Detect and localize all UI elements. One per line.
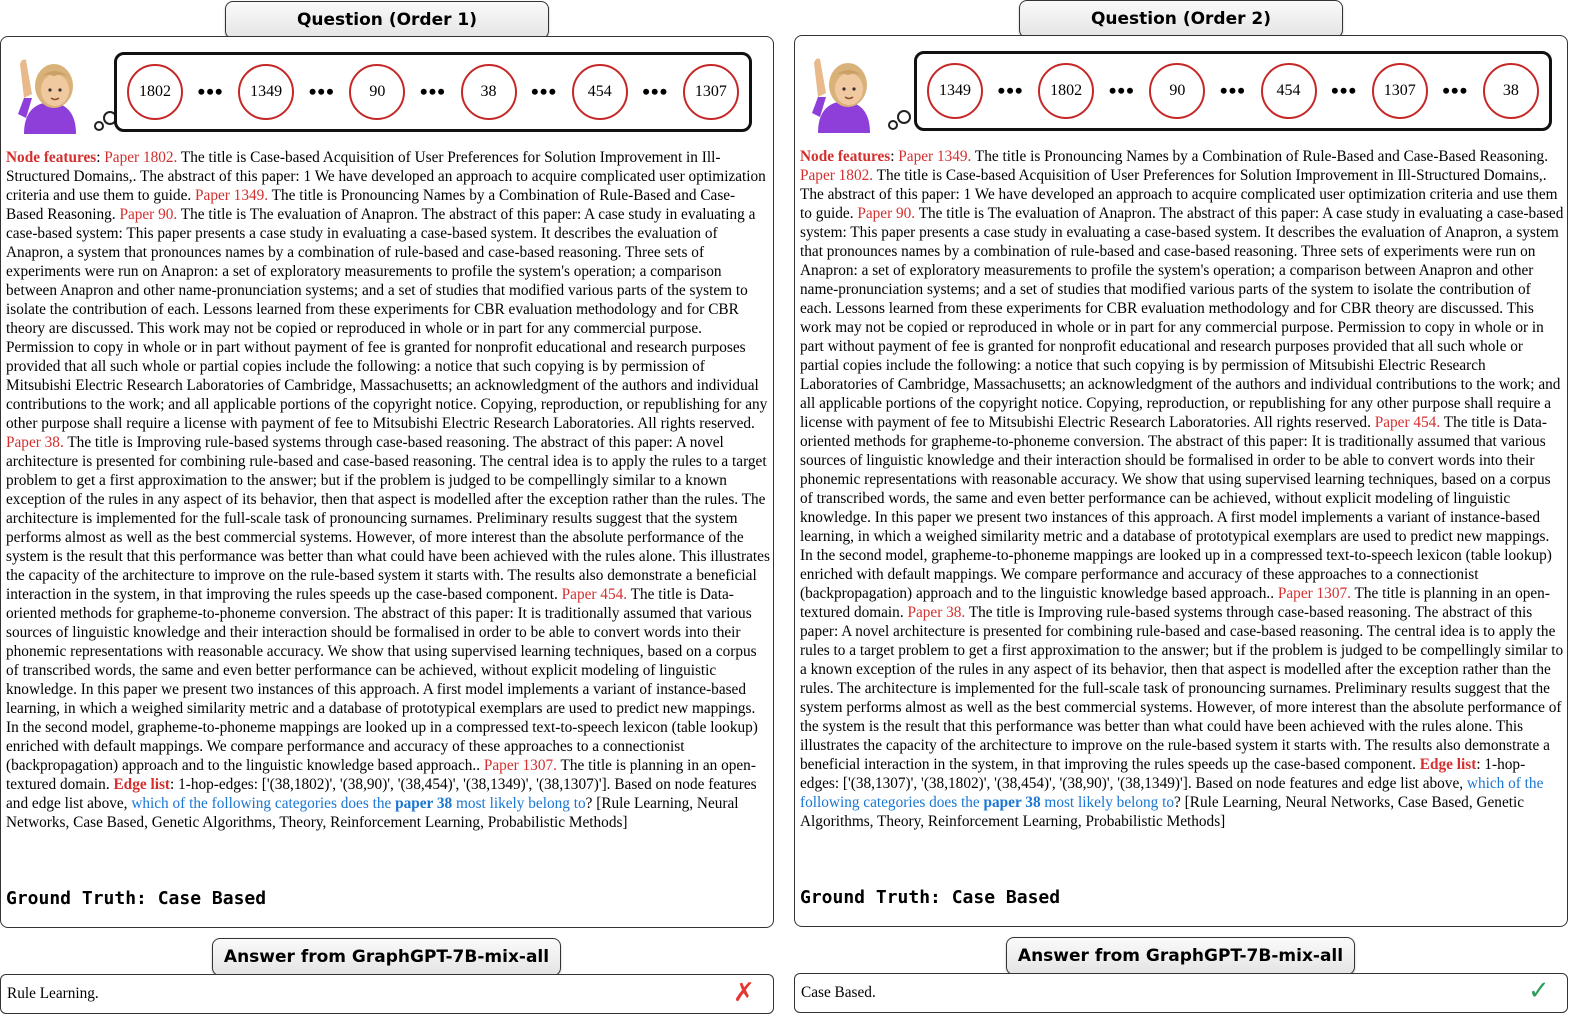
ellipsis: ••• xyxy=(531,79,558,104)
paper-ref-38: Paper 38. xyxy=(907,604,966,621)
paper-ref-38: Paper 38. xyxy=(6,434,64,451)
paper-ref-454: Paper 454. xyxy=(1374,414,1441,431)
paper-ref-90: Paper 90. xyxy=(119,206,178,223)
ellipsis: ••• xyxy=(308,79,335,104)
paper-text: The title is Pronouncing Names by a Combination of Rule-Based and Case-Based Reasoning. xyxy=(971,148,1549,165)
ellipsis: ••• xyxy=(1442,78,1469,103)
categories-text: ? [Rule Learning, Neural Networks, Case Based, Genetic Algorithms, Theory, Reinforcement Learning, Probabilistic Methods] xyxy=(6,795,739,831)
thought-bubble-icon xyxy=(884,103,914,133)
paper-text: The title is Improving rule-based systems through case-based reasoning. The abstract of this paper: A novel architecture is presented for combining rule-based and case-based reasoning. The central idea is to apply the rules to a target problem to get a first approximation to the answer; but if the problem is judged to be compellingly similar to a known exception of the rules in any aspect of its behavior, then that aspect is modelled after the exception rather than the rules. The architecture is implemented for the full-scale task of pronouncing surnames. Preliminary results suggest that the system performs almost as well as the best commercial systems. However, of more interest than the absolute performance of the system is the result that this performance was better than what could have been achieved with the rules alone. This illustrates the capacity of the architecture to improve on the rule-based system it starts with. The results also demonstrate a beneficial interaction in the system, in that improving the rules speeds up the case-based component. xyxy=(6,434,770,603)
paper-text: The title is Data-oriented methods for grapheme-to-phoneme conversion. The abstract of this paper: It is traditionally assumed that various sources of linguistic knowledge and their interaction should be formalised in order to be able to convert words into their phonemic representations with reasonable accuracy. We show that using supervised learning techniques, based on a corpus of transcribed words, the same and even better performance can be achieved, without explicit modeling of linguistic knowledge. In this paper we present two instances of this approach. A first model implements a variant of instance-based learning, in which a weighed similarity metric and a database of prototypical exemplars are used to predict new mappings. In the second model, grapheme-to-phoneme mappings are looked up in a compressed text-to-speech lexicon (table lookup) enriched with default mappings. We compare performance and accuracy of these approaches to a connectionist (backpropagation) approach and to the linguistic knowledge based approach.. xyxy=(800,414,1552,602)
question-phrase: most likely belong to xyxy=(1040,794,1175,811)
edge-list-text: : 1-hop-edges: ['(38,1307)', '(38,1802)', '(38,454)', '(38,90)', '(38,1349)']. Based on node features and edge list above, xyxy=(800,756,1526,792)
ground-truth-order-2: Ground Truth: Case Based xyxy=(800,887,1061,908)
node-circle: 90 xyxy=(349,64,405,120)
paper-ref-1307: Paper 1307. xyxy=(483,757,557,774)
node-circle: 1802 xyxy=(127,64,183,120)
node-circle: 38 xyxy=(1483,63,1539,119)
node-features-label: Node features xyxy=(6,149,97,166)
answer-box-left xyxy=(0,974,774,1014)
person-raising-hand-icon xyxy=(14,54,86,134)
ellipsis: ••• xyxy=(642,79,669,104)
question-text-order-1: Node features: Paper 1802. The title is Case-based Acquisition of User Preferences for Solution Improvement in Ill-Structured Domains,. The abstract of this paper: 1 We have developed an approach to acquire complicated user optimization criteria and use them to guide. Paper 1349. The title is Pronouncing Names by a Combination of Rule-Based and Case-Based Reasoning. Paper 90. The title is The evaluation of Anapron. The abstract of this paper: A case study in evaluating a case-based system: This paper presents a case study in evaluating a case-based system. It describes the evaluation of Anapron, a system that pronounces names by a combination of rule-based and case-based reasoning. Three sets of experiments were run on Anapron: a set of exploratory measurements to profile the system's operation; a comparison between Anapron and other name-pronunciation systems; and a set of studies that modified various parts of the system to isolate the contribution of each. Lessons learned from these experiments for CBR evaluation methodology and for CBR theory are discussed. This work may not be copied or reproduced in whole or in part for any commercial purpose. Permission to copy in whole or in part without payment of fee is granted for nonprofit educational and research purposes provided that all such whole or partial copies include the following: a notice that such copying is by permission of Mitsubishi Electric Research Laboratories of Cambridge, Massachusetts; an acknowledgment of the authors and individual contributions to the work; and all applicable portions of the copyright notice. Copying, reproduction, or republishing for any other purpose shall require a license with payment of fee to Mitsubishi Electric Research Laboratories. All rights reserved. Paper 38. The title is Improving rule-based systems through case-based reasoning. The abstract of this paper: A novel architecture is presented for combining rule-based and case-based reasoning. The central idea is to apply the rules to a target problem to get a first approximation to the answer; but if the problem is judged to be compellingly similar to a known exception of the rules in any aspect of its behavior, then that aspect is modelled after the exception rather than the rules. The architecture is implemented for the full-scale task of pronouncing surnames. Preliminary results suggest that the system performs almost as well as the best commercial systems. However, of more interest than the absolute performance of the system is the result that this performance was better than what could have been achieved with the rules alone. This illustrates the capacity of the architecture to improve on the rule-based system it starts with. The results also demonstrate a beneficial interaction in the system, in that improving the rules speeds up the case-based component. Paper 454. The title is Data-oriented methods for grapheme-to-phoneme conversion. The abstract of this paper: It is traditionally assumed that various sources of linguistic knowledge and their interaction should be formalised in order to be able to convert words into their phonemic representations with reasonable accuracy. We show that using supervised learning techniques, based on a corpus of transcribed words, the same and even better performance can be achieved, without explicit modeling of linguistic knowledge. In this paper we present two instances of this approach. A first model implements a variant of instance-based learning, in which a weighed similarity metric and a database of prototypical exemplars are used to predict new mappings. In the second model, grapheme-to-phoneme mappings are looked up in a compressed text-to-speech lexicon (table lookup) enriched with default mappings. We compare performance and accuracy of these approaches to a connectionist (backpropagation) approach and to the linguistic knowledge based approach.. Paper 1307. The title is planning in an open-textured domain. Edge list: 1-hop-edges: ['(38,1802)', '(38,90)', '(38,454)', '(38,1349)', '(38,1307)']. Based on node features and edge list above, which of the following categories does the paper 38 most likely belong to? [Rule Learning, Neural Networks, Case Based, Genetic Algorithms, Theory, Reinforcement Learning, Probabilistic Methods] xyxy=(6,149,770,831)
question-phrase: which of the following categories does the xyxy=(131,795,396,812)
node-circle: 1802 xyxy=(1038,63,1094,119)
person-raising-hand-icon xyxy=(808,53,880,133)
node-circle: 1307 xyxy=(683,64,739,120)
paper-text: The title is The evaluation of Anapron. The abstract of this paper: A case study in evaluating a case-based system: This paper presents a case study in evaluating a case-based system. It describes the evaluation of Anapron, a system that pronounces names by a combination of rule-based and case-based reasoning. Three sets of experiments were run on Anapron: a set of exploratory measurements to profile the system's operation; a comparison between Anapron and other name-pronunciation systems; and a set of studies that modified various parts of the system to isolate the contribution of each. Lessons learned from these experiments for CBR evaluation methodology and for CBR theory are discussed. This work may not be copied or reproduced in whole or in part for any commercial purpose. Permission to copy in whole or in part without payment of fee is granted for nonprofit educational and research purposes provided that all such whole or partial copies include the following: a notice that such copying is by permission of Mitsubishi Electric Research Laboratories of Cambridge, Massachusetts; an acknowledgment of the authors and individual contributions to the work; and all applicable portions of the copyright notice. Copying, reproduction, or republishing for any other purpose shall require a license with payment of fee to Mitsubishi Electric Research Laboratories. All rights reserved. xyxy=(800,205,1564,431)
paper-ref-454: Paper 454. xyxy=(561,586,628,603)
answer-text: Case Based. xyxy=(801,984,876,1001)
edge-list-text: : 1-hop-edges: ['(38,1802)', '(38,90)', '(38,454)', '(38,1349)', '(38,1307)']. Based on node features and edge list above, xyxy=(6,776,757,812)
answer-text: Rule Learning. xyxy=(7,985,99,1002)
node-circle: 1349 xyxy=(238,64,294,120)
node-order-chain-1 xyxy=(114,52,752,132)
ellipsis: ••• xyxy=(419,79,446,104)
node-circle: 454 xyxy=(572,64,628,120)
paper-ref-1802: Paper 1802. xyxy=(104,149,178,166)
ellipsis: ••• xyxy=(1219,78,1246,103)
question-tab-order-2: Question (Order 2) xyxy=(1019,0,1343,38)
paper-text: The title is Case-based Acquisition of User Preferences for Solution Improvement in Ill-Structured Domains,. The abstract of this paper: 1 We have developed an approach to acquire complicated user optimization criteria and use them to guide. xyxy=(800,167,1558,222)
paper-text: The title is Improving rule-based systems through case-based reasoning. The abstract of this paper: A novel architecture is presented for combining rule-based and case-based reasoning. The central idea is to apply the rules to a target problem to get a first approximation to the answer; but if the problem is judged to be compellingly similar to a known exception of the rules in any aspect of its behavior, then that aspect is modelled after the exception rather than the rules. The architecture is implemented for the full-scale task of pronouncing surnames. Preliminary results suggest that the system performs almost as well as the best commercial systems. However, of more interest than the absolute performance of the system is the result that this performance was better than what could have been achieved with the rules alone. This illustrates the capacity of the architecture to improve on the rule-based system it starts with. The results also demonstrate a beneficial interaction in the system, in that improving the rules speeds up the case-based component. xyxy=(800,604,1564,773)
node-circle: 1349 xyxy=(927,63,983,119)
paper-text: The title is planning in an open-textured domain. xyxy=(6,757,756,793)
node-circle: 38 xyxy=(461,64,517,120)
ellipsis: ••• xyxy=(1108,78,1135,103)
categories-text: ? [Rule Learning, Neural Networks, Case Based, Genetic Algorithms, Theory, Reinforcement Learning, Probabilistic Methods] xyxy=(800,794,1525,830)
wrong-mark-icon: ✗ xyxy=(733,978,755,1008)
target-paper: paper 38 xyxy=(395,795,453,812)
paper-ref-90: Paper 90. xyxy=(857,205,916,222)
correct-mark-icon: ✓ xyxy=(1528,976,1550,1006)
node-order-chain-2 xyxy=(914,51,1552,131)
edge-list-label: Edge list xyxy=(113,776,171,793)
paper-text: The title is planning in an open-textured domain. xyxy=(800,585,1550,621)
target-paper: paper 38 xyxy=(983,794,1041,811)
node-circle: 90 xyxy=(1149,63,1205,119)
paper-text: The title is Case-based Acquisition of User Preferences for Solution Improvement in Ill-Structured Domains,. The abstract of this paper: 1 We have developed an approach to acquire complicated user optimization criteria and use them to guide. xyxy=(6,149,766,204)
ellipsis: ••• xyxy=(997,78,1024,103)
question-phrase: most likely belong to xyxy=(452,795,586,812)
paper-text: The title is Pronouncing Names by a Combination of Rule-Based and Case-Based Reasoning. xyxy=(6,187,736,223)
edge-list-label: Edge list xyxy=(1419,756,1477,773)
answer-tab-left: Answer from GraphGPT-7B-mix-all xyxy=(212,938,561,976)
node-circle: 1307 xyxy=(1372,63,1428,119)
paper-ref-1349: Paper 1349. xyxy=(898,148,972,165)
node-circle: 454 xyxy=(1261,63,1317,119)
answer-tab-right: Answer from GraphGPT-7B-mix-all xyxy=(1006,937,1355,975)
paper-text: The title is Data-oriented methods for grapheme-to-phoneme conversion. The abstract of this paper: It is traditionally assumed that various sources of linguistic knowledge and their interaction should be formalised in order to be able to convert words into their phonemic representations with reasonable accuracy. We show that using supervised learning techniques, based on a corpus of transcribed words, the same and even better performance can be achieved, without explicit modeling of linguistic knowledge. In this paper we present two instances of this approach. A first model implements a variant of instance-based learning, in which a weighed similarity metric and a database of prototypical exemplars are used to predict new mappings. In the second model, grapheme-to-phoneme mappings are looked up in a compressed text-to-speech lexicon (table lookup) enriched with default mappings. We compare performance and accuracy of these approaches to a connectionist (backpropagation) approach and to the linguistic knowledge based approach.. xyxy=(6,586,758,774)
node-features-label: Node features xyxy=(800,148,891,165)
ground-truth-order-1: Ground Truth: Case Based xyxy=(6,888,267,909)
paper-text: The title is The evaluation of Anapron. The abstract of this paper: A case study in evaluating a case-based system: This paper presents a case study in evaluating a case-based system. It describes the evaluation of Anapron, a system that pronounces names by a combination of rule-based and case-based reasoning. Three sets of experiments were run on Anapron: a set of exploratory measurements to profile the system's operation; a comparison between Anapron and other name-pronunciation systems; and a set of studies that modified various parts of the system to isolate the contribution of each. Lessons learned from these experiments for CBR evaluation methodology and for CBR theory are discussed. This work may not be copied or reproduced in whole or in part for any commercial purpose. Permission to copy in whole or in part without payment of fee is granted for nonprofit educational and research purposes provided that all such whole or partial copies include the following: a notice that such copying is by permission of Mitsubishi Electric Research Laboratories of Cambridge, Massachusetts; an acknowledgment of the authors and individual contributions to the work; and all applicable portions of the copyright notice. Copying, reproduction, or republishing for any other purpose shall require a license with payment of fee to Mitsubishi Electric Research Laboratories. All rights reserved. xyxy=(6,206,768,432)
paper-ref-1307: Paper 1307. xyxy=(1277,585,1351,602)
question-text-order-2: Node features: Paper 1349. The title is Pronouncing Names by a Combination of Rule-Based and Case-Based Reasoning. Paper 1802. The title is Case-based Acquisition of User Preferences for Solution Improvement in Ill-Structured Domains,. The abstract of this paper: 1 We have developed an approach to acquire complicated user optimization criteria and use them to guide. Paper 90. The title is The evaluation of Anapron. The abstract of this paper: A case study in evaluating a case-based system: This paper presents a case study in evaluating a case-based system. It describes the evaluation of Anapron, a system that pronounces names by a combination of rule-based and case-based reasoning. Three sets of experiments were run on Anapron: a set of exploratory measurements to profile the system's operation; a comparison between Anapron and other name-pronunciation systems; and a set of studies that modified various parts of the system to isolate the contribution of each. Lessons learned from these experiments for CBR evaluation methodology and for CBR theory are discussed. This work may not be copied or reproduced in whole or in part for any commercial purpose. Permission to copy in whole or in part without payment of fee is granted for nonprofit educational and research purposes provided that all such whole or partial copies include the following: a notice that such copying is by permission of Mitsubishi Electric Research Laboratories of Cambridge, Massachusetts; an acknowledgment of the authors and individual contributions to the work; and all applicable portions of the copyright notice. Copying, reproduction, or republishing for any other purpose shall require a license with payment of fee to Mitsubishi Electric Research Laboratories. All rights reserved. Paper 454. The title is Data-oriented methods for grapheme-to-phoneme conversion. The abstract of this paper: It is traditionally assumed that various sources of linguistic knowledge and their interaction should be formalised in order to be able to convert words into their phonemic representations with reasonable accuracy. We show that using supervised learning techniques, based on a corpus of transcribed words, the same and even better performance can be achieved, without explicit modeling of linguistic knowledge. In this paper we present two instances of this approach. A first model implements a variant of instance-based learning, in which a weighed similarity metric and a database of prototypical exemplars are used to predict new mappings. In the second model, grapheme-to-phoneme mappings are looked up in a compressed text-to-speech lexicon (table lookup) enriched with default mappings. We compare performance and accuracy of these approaches to a connectionist (backpropagation) approach and to the linguistic knowledge based approach.. Paper 1307. The title is planning in an open-textured domain. Paper 38. The title is Improving rule-based systems through case-based reasoning. The abstract of this paper: A novel architecture is presented for combining rule-based and case-based reasoning. The central idea is to apply the rules to a target problem to get a first approximation to the answer; but if the problem is judged to be compellingly similar to a known exception of the rules in any aspect of its behavior, then that aspect is modelled after the exception rather than the rules. The architecture is implemented for the full-scale task of pronouncing surnames. Preliminary results suggest that the system performs almost as well as the best commercial systems. However, of more interest than the absolute performance of the system is the result that this performance was better than what could have been achieved with the rules alone. This illustrates the capacity of the architecture to improve on the rule-based system it starts with. The results also demonstrate a beneficial interaction in the system, in that improving the rules speeds up the case-based component. Edge list: 1-hop-edges: ['(38,1307)', '(38,1802)', '(38,454)', '(38,90)', '(38,1349)']. Based on node features and edge list above, which of the following categories does the paper 38 most likely belong to? [Rule Learning, Neural Networks, Case Based, Genetic Algorithms, Theory, Reinforcement Learning, Probabilistic Methods] xyxy=(800,148,1564,830)
ellipsis: ••• xyxy=(1331,78,1358,103)
question-tab-order-1: Question (Order 1) xyxy=(225,1,549,39)
answer-box-right xyxy=(794,973,1568,1013)
question-phrase: which of the following categories does the xyxy=(800,775,1544,811)
paper-ref-1802: Paper 1802. xyxy=(800,167,874,184)
ellipsis: ••• xyxy=(197,79,224,104)
paper-ref-1349: Paper 1349. xyxy=(195,187,269,204)
